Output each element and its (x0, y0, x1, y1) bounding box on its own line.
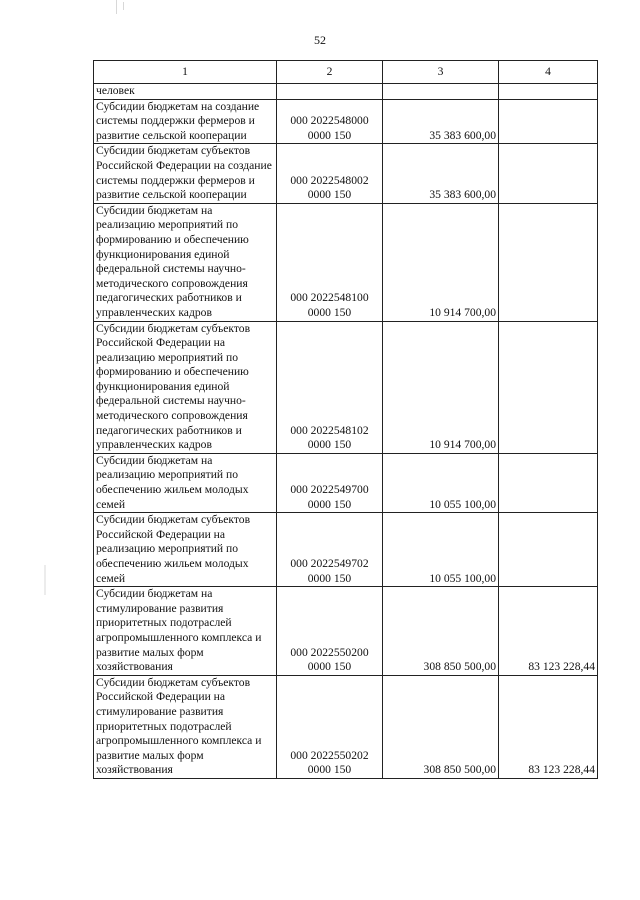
row-code: 000 2022550202 0000 150 (277, 675, 383, 778)
row-amount (383, 84, 499, 100)
table-row (94, 453, 598, 512)
table-row (94, 587, 598, 676)
row-amount: 10 055 100,00 (383, 453, 499, 512)
row-code: 000 2022548000 0000 150 (277, 99, 383, 144)
row-executed (499, 321, 598, 453)
row-name: Субсидии бюджетам субъектов Российской Федерации на реализацию мероприятий по обеспечению жильем молодых семей (94, 513, 277, 587)
row-executed (499, 513, 598, 587)
row-name: Субсидии бюджетам субъектов Российской Федерации на стимулирование развития приоритетных подотраслей агропромышленного комплекса и развитие малых форм хозяйствования (94, 675, 277, 778)
row-amount: 308 850 500,00 (383, 675, 499, 778)
row-name: Субсидии бюджетам на стимулирование развития приоритетных подотраслей агропромышленного комплекса и развитие малых форм хозяйствования (94, 587, 277, 676)
row-amount: 10 914 700,00 (383, 203, 499, 321)
table-row (94, 513, 598, 587)
table-row (94, 203, 598, 321)
table-row (94, 84, 598, 100)
scan-artifact (44, 565, 46, 595)
column-header: 2 (277, 61, 383, 84)
row-amount: 10 055 100,00 (383, 513, 499, 587)
table-row (94, 675, 598, 778)
row-code: 000 2022549700 0000 150 (277, 453, 383, 512)
row-executed (499, 84, 598, 100)
column-header: 4 (499, 61, 598, 84)
column-header: 1 (94, 61, 277, 84)
row-amount: 308 850 500,00 (383, 587, 499, 676)
budget-table (93, 60, 598, 779)
column-header: 3 (383, 61, 499, 84)
table-header-row (94, 61, 598, 84)
row-code: 000 2022549702 0000 150 (277, 513, 383, 587)
row-name: человек (94, 84, 277, 100)
row-name: Субсидии бюджетам на реализацию мероприятий по обеспечению жильем молодых семей (94, 453, 277, 512)
row-code: 000 2022548002 0000 150 (277, 144, 383, 203)
row-name: Субсидии бюджетам субъектов Российской Федерации на создание системы поддержки фермеров и развитие сельской кооперации (94, 144, 277, 203)
row-name: Субсидии бюджетам субъектов Российской Федерации на реализацию мероприятий по формированию и обеспечению функционирования единой федеральной системы научно-методического сопровождения педагогических работников и управленческих кадров (94, 321, 277, 453)
row-executed (499, 453, 598, 512)
row-name: Субсидии бюджетам на создание системы поддержки фермеров и развитие сельской кооперации (94, 99, 277, 144)
row-executed: 83 123 228,44 (499, 587, 598, 676)
row-name: Субсидии бюджетам на реализацию мероприятий по формированию и обеспечению функционирования единой федеральной системы научно-методического сопровождения педагогических работников и управленческих кадров (94, 203, 277, 321)
row-amount: 35 383 600,00 (383, 144, 499, 203)
row-executed (499, 144, 598, 203)
row-executed (499, 99, 598, 144)
row-code: 000 2022548102 0000 150 (277, 321, 383, 453)
row-code (277, 84, 383, 100)
row-code: 000 2022550200 0000 150 (277, 587, 383, 676)
table-row (94, 321, 598, 453)
page-number: 52 (314, 33, 326, 47)
table-row (94, 144, 598, 203)
row-amount: 10 914 700,00 (383, 321, 499, 453)
row-executed (499, 203, 598, 321)
table-row (94, 99, 598, 144)
row-executed: 83 123 228,44 (499, 675, 598, 778)
scan-artifact (116, 0, 117, 14)
scan-artifact (123, 2, 124, 10)
row-amount: 35 383 600,00 (383, 99, 499, 144)
row-code: 000 2022548100 0000 150 (277, 203, 383, 321)
